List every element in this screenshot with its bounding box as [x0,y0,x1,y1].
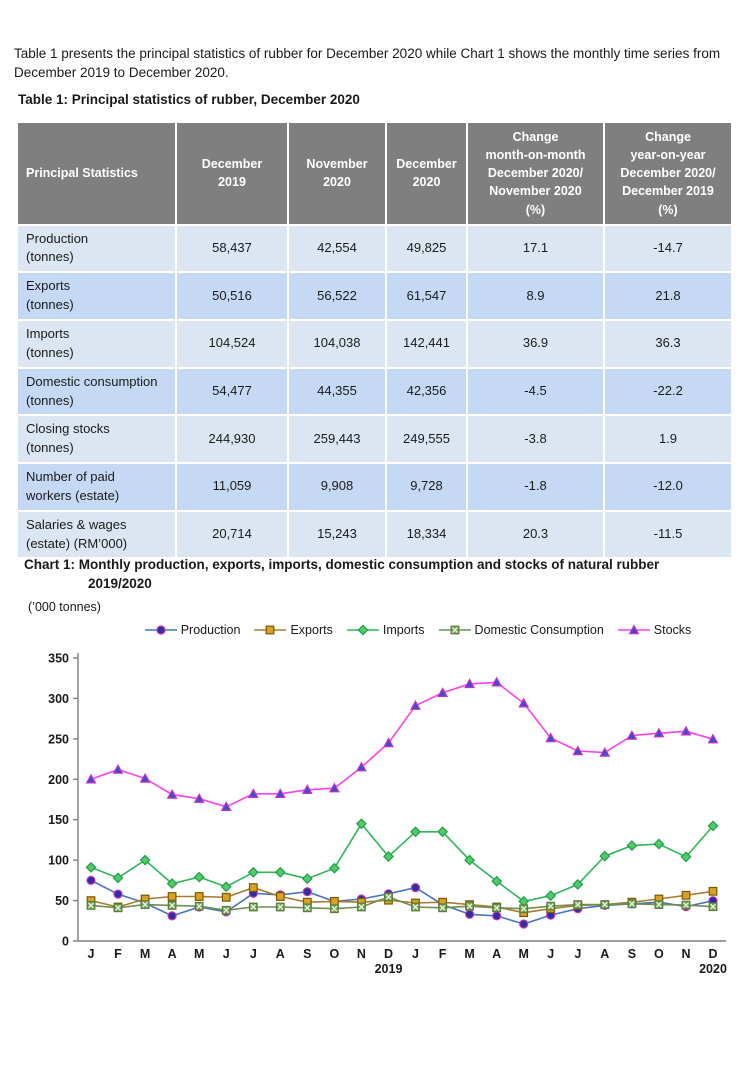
svg-text:M: M [193,947,205,961]
legend-item-production [144,623,241,637]
value-cell: 42,356 [386,368,467,416]
chart-area [18,648,733,988]
legend-label: Imports [382,623,425,637]
svg-text:100: 100 [48,853,69,868]
value-cell: 244,930 [176,415,288,463]
svg-text:J: J [547,947,555,961]
value-cell: 8.9 [467,272,604,320]
value-cell: 58,437 [176,225,288,273]
svg-text:A: A [600,947,610,961]
row-label: Domestic consumption (tonnes) [17,368,176,416]
chart-legend [0,623,745,637]
chart-title-line2: 2019/2020 [88,575,152,591]
svg-text:O: O [329,947,340,961]
value-cell: 17.1 [467,225,604,273]
value-cell: -3.8 [467,415,604,463]
table-row [17,272,732,320]
svg-text:M: M [139,947,151,961]
legend-label: Domestic Consumption [474,623,604,637]
chart-title-line1: Chart 1: Monthly production, exports, imports, domestic consumption and stocks of natural rubber [24,557,660,572]
y-axis-unit-label: (’000 tonnes) [28,600,101,614]
column-header: December 2020 [386,122,467,225]
legend-marker-icon [253,624,287,636]
value-cell: 36.9 [467,320,604,368]
value-cell: 44,355 [288,368,386,416]
table-title: Table 1: Principal statistics of rubber, December 2020 [18,92,360,107]
value-cell: 61,547 [386,272,467,320]
column-header: November 2020 [288,122,386,225]
table-header-row [17,122,732,225]
svg-text:J: J [412,947,419,961]
svg-text:J: J [222,947,230,961]
row-label: Imports (tonnes) [17,320,176,368]
intro-text: Table 1 presents the principal statistics of rubber for December 2020 while Chart 1 shows the monthly time series from December 2019 to December 2020. [14,45,721,81]
column-header: December 2019 [176,122,288,225]
value-cell: -1.8 [467,463,604,511]
svg-text:D: D [708,947,718,961]
legend-marker-icon [438,624,472,636]
value-cell: 15,243 [288,511,386,559]
svg-text:A: A [492,947,502,961]
svg-text:N: N [681,947,691,961]
legend-marker-icon [617,624,651,636]
column-header: Principal Statistics [17,122,176,225]
legend-marker-icon [144,624,178,636]
value-cell: -12.0 [604,463,732,511]
value-cell: 54,477 [176,368,288,416]
svg-text:D: D [383,947,394,961]
table-row [17,463,732,511]
svg-text:150: 150 [48,813,69,828]
value-cell: 249,555 [386,415,467,463]
svg-text:S: S [627,947,637,961]
chart-title [24,556,734,594]
svg-text:J: J [87,947,95,961]
value-cell: -14.7 [604,225,732,273]
row-label: Production (tonnes) [17,225,176,273]
value-cell: 21.8 [604,272,732,320]
value-cell: -11.5 [604,511,732,559]
value-cell: 50,516 [176,272,288,320]
table-row [17,511,732,559]
svg-text:N: N [356,947,366,961]
value-cell: 56,522 [288,272,386,320]
svg-text:0: 0 [62,934,69,949]
value-cell: 20.3 [467,511,604,559]
svg-text:J: J [249,947,257,961]
svg-text:2019: 2019 [374,962,403,976]
row-label: Salaries & wages (estate) (RM’000) [17,511,176,559]
svg-text:J: J [574,947,582,961]
svg-text:O: O [654,947,664,961]
value-cell: 36.3 [604,320,732,368]
svg-text:M: M [464,947,475,961]
legend-item-imports [346,623,425,637]
table-row [17,225,732,273]
legend-item-domestic-consumption [438,623,604,637]
legend-label: Production [180,623,241,637]
stats-table [16,121,733,559]
row-label: Closing stocks (tonnes) [17,415,176,463]
svg-text:2020: 2020 [699,962,727,976]
svg-text:S: S [303,947,312,961]
svg-text:200: 200 [48,772,69,787]
svg-text:50: 50 [55,894,69,909]
value-cell: 49,825 [386,225,467,273]
value-cell: 104,524 [176,320,288,368]
value-cell: 142,441 [386,320,467,368]
value-cell: 104,038 [288,320,386,368]
value-cell: 259,443 [288,415,386,463]
value-cell: -22.2 [604,368,732,416]
legend-marker-icon [346,624,380,636]
row-label: Number of paid workers (estate) [17,463,176,511]
table-row [17,320,732,368]
value-cell: 9,728 [386,463,467,511]
svg-text:300: 300 [48,691,69,706]
line-chart [18,648,733,988]
column-header: Change month-on-month December 2020/ November 2020 (%) [467,122,604,225]
svg-text:350: 350 [48,651,69,666]
svg-text:F: F [438,947,447,961]
legend-item-stocks [617,623,692,637]
column-header: Change year-on-year December 2020/ December 2019 (%) [604,122,732,225]
svg-text:A: A [167,947,177,961]
legend-label: Stocks [653,623,692,637]
svg-text:250: 250 [48,732,69,747]
value-cell: 11,059 [176,463,288,511]
value-cell: 18,334 [386,511,467,559]
svg-text:F: F [114,947,122,961]
svg-text:A: A [275,947,285,961]
value-cell: 42,554 [288,225,386,273]
table-row [17,368,732,416]
value-cell: 1.9 [604,415,732,463]
value-cell: -4.5 [467,368,604,416]
row-label: Exports (tonnes) [17,272,176,320]
table-row [17,415,732,463]
value-cell: 9,908 [288,463,386,511]
value-cell: 20,714 [176,511,288,559]
svg-text:M: M [518,947,529,961]
legend-label: Exports [290,623,333,637]
legend-item-exports [253,623,332,637]
